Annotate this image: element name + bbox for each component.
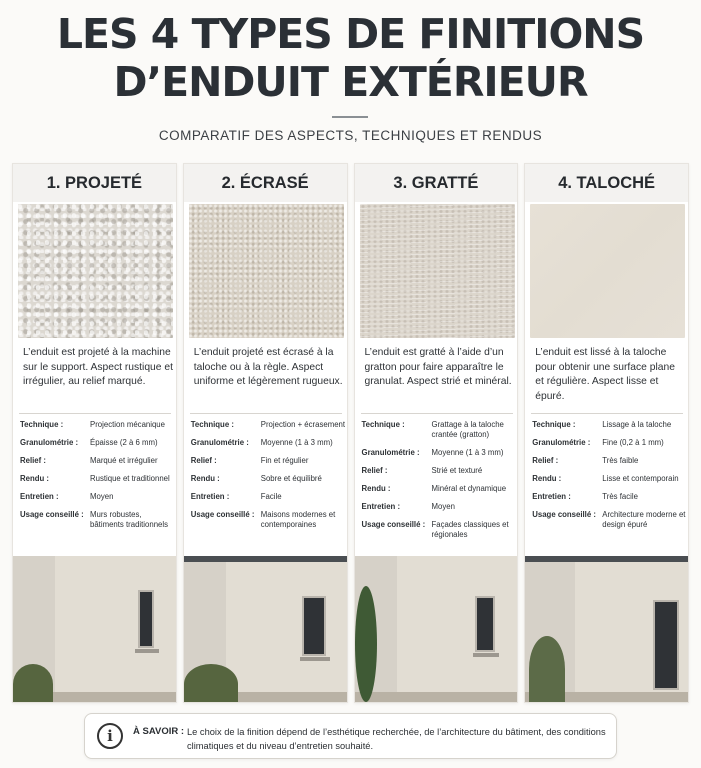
card-divider	[190, 413, 342, 414]
spec-row-entretien	[532, 492, 688, 502]
spec-label: Granulométrie :	[361, 448, 420, 457]
info-label: À SAVOIR :	[133, 726, 185, 737]
facade-photo	[525, 556, 688, 702]
info-text: Le choix de la finition dépend de l’esthétique recherchée, de l’architecture du bâtiment, des conditions climatiques et du niveau d’entretien souhaité.	[187, 727, 606, 751]
card-description: L’enduit projeté est écrasé à la taloche ou à la règle. Aspect uniforme et légèrement rugueux.	[193, 347, 343, 387]
photo-bush	[184, 664, 238, 702]
photo-bush	[13, 664, 53, 702]
spec-label: Usage conseillé :	[532, 510, 596, 519]
photo-ground	[355, 692, 518, 702]
spec-label: Usage conseillé :	[361, 520, 426, 529]
card-title: 1. PROJETÉ	[13, 164, 176, 202]
spec-row-usage	[191, 510, 347, 530]
spec-label: Relief :	[361, 466, 388, 475]
spec-row-relief	[532, 456, 688, 466]
spec-value: Épaisse (2 à 6 mm)	[90, 438, 158, 447]
spec-row-usage	[532, 510, 688, 530]
spec-label: Entretien :	[361, 502, 401, 511]
card-title: 4. TALOCHÉ	[525, 164, 688, 202]
spec-list	[191, 420, 347, 538]
photo-roof	[525, 556, 688, 562]
card-divider	[361, 413, 513, 414]
spec-value: Fine (0,2 à 1 mm)	[602, 438, 664, 447]
spec-row-rendu	[362, 484, 518, 494]
spec-row-relief	[191, 456, 347, 466]
spec-row-technique	[20, 420, 176, 430]
spec-row-relief	[20, 456, 176, 466]
spec-label: Usage conseillé :	[20, 510, 84, 519]
spec-value: Très faible	[602, 456, 639, 465]
facade-photo	[184, 556, 347, 702]
spec-label: Rendu :	[20, 474, 50, 483]
spec-value: Lisse et contemporain	[602, 474, 679, 483]
spec-label: Entretien :	[20, 492, 59, 501]
spec-label: Granulométrie :	[190, 438, 249, 447]
spec-value: Moyen	[431, 502, 455, 511]
title-divider	[332, 116, 368, 118]
spec-label: Technique :	[190, 420, 234, 429]
photo-window-sill	[473, 653, 499, 657]
spec-row-relief	[362, 466, 518, 476]
spec-list	[362, 420, 518, 548]
spec-label: Relief :	[20, 456, 46, 465]
spec-value: Projection mécanique	[90, 420, 165, 429]
photo-window	[302, 596, 326, 656]
spec-label: Relief :	[190, 456, 217, 465]
spec-row-rendu	[191, 474, 347, 484]
photo-wall-front	[55, 556, 176, 702]
spec-row-usage	[20, 510, 176, 530]
texture-swatch-ecrase	[189, 204, 344, 338]
spec-label: Entretien :	[532, 492, 571, 501]
texture-swatch-projete	[18, 204, 173, 338]
spec-value: Façades classiques et régionales	[431, 520, 509, 539]
photo-wall-front	[397, 556, 518, 702]
spec-value: Strié et texturé	[431, 466, 483, 475]
spec-row-granulometrie	[532, 438, 688, 448]
photo-roof	[184, 556, 347, 562]
card-description: L’enduit est projeté à la machine sur le support. Aspect rustique et irrégulier, au relief marqué.	[23, 347, 173, 387]
spec-row-entretien	[20, 492, 176, 502]
texture-swatch-taloche	[530, 204, 685, 338]
facade-photo	[13, 556, 176, 702]
spec-label: Technique :	[532, 420, 576, 429]
spec-value: Rustique et traditionnel	[90, 474, 170, 483]
card-divider	[19, 413, 171, 414]
spec-row-rendu	[20, 474, 176, 484]
facade-photo	[355, 556, 518, 702]
photo-cypress-tree	[355, 586, 377, 702]
spec-value: Moyen	[90, 492, 114, 501]
title-line-1: LES 4 TYPES DE FINITIONS	[56, 10, 645, 58]
card-divider	[531, 413, 683, 414]
spec-value: Très facile	[602, 492, 638, 501]
spec-value: Architecture moderne et design épuré	[602, 510, 686, 529]
spec-value: Moyenne (1 à 3 mm)	[260, 438, 333, 447]
spec-list	[20, 420, 176, 538]
spec-value: Minéral et dynamique	[431, 484, 507, 493]
spec-value: Projection + écrasement	[260, 420, 346, 429]
card-taloche	[524, 163, 689, 703]
spec-row-granulometrie	[191, 438, 347, 448]
card-description: L’enduit est lissé à la taloche pour obtenir une surface plane et régulière. Aspect lisse et épuré.	[535, 347, 675, 402]
spec-label: Rendu :	[532, 474, 562, 483]
page-title	[0, 10, 701, 106]
finish-cards	[12, 163, 689, 703]
spec-value: Fin et régulier	[260, 456, 309, 465]
card-description: L’enduit est gratté à l’aide d’un gratton pour faire apparaître le granulat. Aspect strié et minéral.	[364, 347, 512, 387]
photo-wall-front	[226, 556, 347, 702]
spec-label: Usage conseillé :	[190, 510, 255, 519]
spec-label: Granulométrie :	[532, 438, 591, 447]
spec-list	[532, 420, 688, 538]
spec-row-granulometrie	[362, 448, 518, 458]
page-subtitle: COMPARATIF DES ASPECTS, TECHNIQUES ET RENDUS	[158, 128, 543, 143]
photo-window	[138, 590, 154, 648]
spec-row-technique	[191, 420, 347, 430]
spec-row-usage	[362, 520, 518, 540]
spec-label: Relief :	[532, 456, 559, 465]
spec-label: Rendu :	[190, 474, 220, 483]
spec-value: Lissage à la taloche	[602, 420, 672, 429]
spec-row-entretien	[191, 492, 347, 502]
photo-window-sill	[135, 649, 159, 653]
spec-value: Marqué et irrégulier	[90, 456, 158, 465]
spec-label: Granulométrie :	[20, 438, 79, 447]
spec-value: Moyenne (1 à 3 mm)	[431, 448, 504, 457]
card-title: 3. GRATTÉ	[355, 164, 518, 202]
photo-window-sill	[300, 657, 330, 661]
photo-window	[653, 600, 679, 690]
photo-shrub	[529, 636, 565, 702]
card-ecrase	[183, 163, 348, 703]
spec-value: Maisons modernes et contemporaines	[260, 510, 336, 529]
spec-row-rendu	[532, 474, 688, 484]
spec-value: Murs robustes, bâtiments traditionnels	[90, 510, 169, 529]
spec-row-technique	[362, 420, 518, 440]
info-box	[84, 713, 617, 759]
spec-value: Facile	[260, 492, 282, 501]
spec-label: Technique :	[361, 420, 405, 429]
spec-row-entretien	[362, 502, 518, 512]
title-line-2: D’ENDUIT EXTÉRIEUR	[113, 58, 588, 106]
spec-label: Technique :	[20, 420, 64, 429]
card-title: 2. ÉCRASÉ	[184, 164, 347, 202]
card-projete	[12, 163, 177, 703]
texture-swatch-gratte	[360, 204, 515, 338]
spec-value: Sobre et équilibré	[260, 474, 322, 483]
card-gratte	[354, 163, 519, 703]
photo-window	[475, 596, 495, 652]
info-icon: i	[97, 723, 123, 749]
spec-label: Entretien :	[190, 492, 230, 501]
spec-row-granulometrie	[20, 438, 176, 448]
spec-value: Grattage à la taloche crantée (gratton)	[431, 420, 504, 439]
spec-row-technique	[532, 420, 688, 430]
spec-label: Rendu :	[361, 484, 391, 493]
